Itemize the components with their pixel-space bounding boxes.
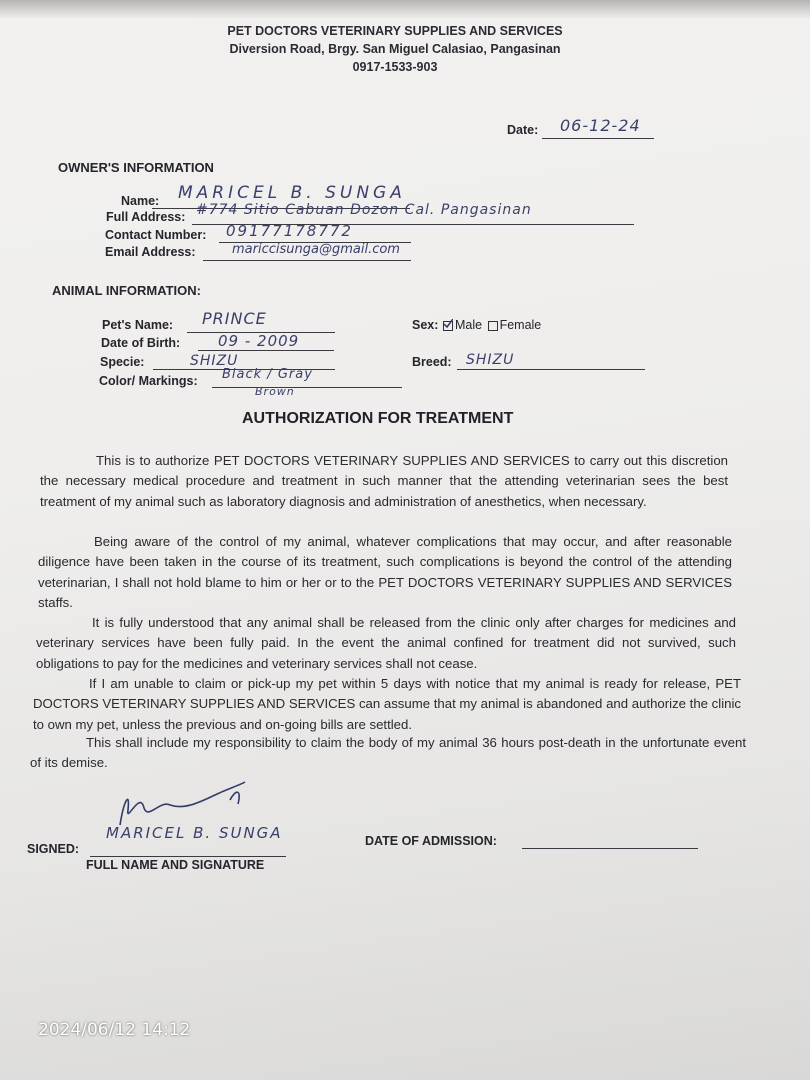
sex-female-text: Female [499,318,542,332]
sex-label: Sex: [412,318,439,332]
date-value: 06-12-24 [560,116,641,135]
owner-email-value: mariccisunga@gmail.com [232,242,400,257]
color-label: Color/ Markings: [99,374,198,388]
owner-address-label: Full Address: [106,210,186,224]
breed-value: SHIZU [466,352,515,368]
owner-address-value: #774 Sitio Cabuan Dozon Cal. Pangasinan [196,202,532,218]
company-address: Diversion Road, Brgy. San Miguel Calasiao, Pangasinan [229,42,561,56]
page-shadow [0,0,810,18]
signature-printed-name: MARICEL B. SUNGA [106,824,283,842]
breed-line [457,369,645,370]
color-value: Black / Gray [222,367,313,382]
paragraph-5-text: This shall include my responsibility to claim the body of my animal 36 hours post-death in the unfortunate event of its demise. [30,735,746,771]
sex-options [441,318,541,332]
date-line [542,138,654,139]
male-checkbox-checked-icon[interactable] [443,321,453,331]
specie-label: Specie: [100,355,145,369]
paragraph-2-text: Being aware of the control of my animal, whatever complications that may occur, and after reasonable diligence have been taken in the course of its treatment, such complications is beyond the control of the attending veterinarian, I shall not hold blame to him or her or to the PET DOCTORS VETERINARY SUPPLIES AND SERVICES staffs. [38,534,732,610]
signature-caption: FULL NAME AND SIGNATURE [86,858,265,872]
owner-contact-label: Contact Number: [105,228,207,242]
pet-name-value: PRINCE [202,309,267,328]
paragraph-1 [40,451,728,512]
color-value-2: Brown [255,385,295,398]
paragraph-1-text: This is to authorize PET DOCTORS VETERINARY SUPPLIES AND SERVICES to carry out this discretion the necessary medical procedure and treatment in such manner that the attending veterinarian sees the best treatment of my animal such as laboratory diagnosis and administration of anesthetics, when necessary. [40,453,728,509]
specie-value: SHIZU [190,353,239,369]
signature-line [90,856,286,857]
breed-label: Breed: [412,355,452,369]
signed-label: SIGNED: [27,842,80,856]
company-phone: 0917-1533-903 [352,60,438,74]
color-line [212,387,402,388]
sex-male-text: Male [455,318,483,332]
owner-email-line [203,260,411,261]
paragraph-4-text: If I am unable to claim or pick-up my pet within 5 days with notice that my animal is ready for release, PET DOCTORS VETERINARY SUPPLIES AND SERVICES can assume that my animal is abandoned and authorize the clinic to own my pet, unless the previous and on-going bills are settled. [33,676,741,732]
owner-name-label: Name: [121,194,160,208]
authorization-title: AUTHORIZATION FOR TREATMENT [242,410,514,427]
paragraph-2 [38,532,732,613]
dob-line [198,350,334,351]
date-label: Date: [507,123,539,137]
paragraph-3 [36,613,736,674]
owner-section-title: OWNER'S INFORMATION [58,160,214,175]
admission-date-label: DATE OF ADMISSION: [365,834,497,848]
admission-date-line [522,848,698,849]
animal-section-title: ANIMAL INFORMATION: [52,283,201,298]
owner-name-value: MARICEL B. SUNGA [178,183,406,203]
company-name: PET DOCTORS VETERINARY SUPPLIES AND SERVICES [227,24,563,38]
dob-value: 09 - 2009 [218,332,300,350]
dob-label: Date of Birth: [101,336,181,350]
owner-contact-value: 09177178772 [226,222,353,240]
paragraph-4 [33,674,741,735]
female-checkbox-icon[interactable] [488,321,498,331]
owner-email-label: Email Address: [105,245,196,259]
paragraph-5 [30,733,746,774]
paragraph-3-text: It is fully understood that any animal shall be released from the clinic only after charges for medicines and veterinary services have been fully paid. In the event the animal confined for treatment did not survived, such obligations to pay for the medicines and veterinary services shall not cease. [36,615,736,671]
photo-timestamp: 2024/06/12 14:12 [38,1020,191,1040]
pet-name-label: Pet's Name: [102,318,174,332]
